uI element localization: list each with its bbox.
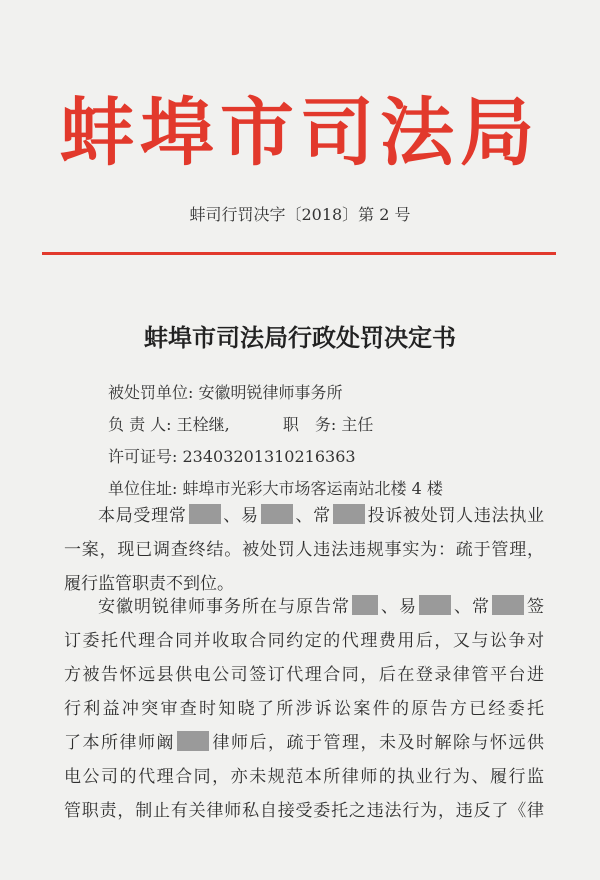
redaction-box — [419, 595, 451, 615]
license-value: 23403201310216363 — [182, 447, 356, 466]
position-value: 主任 — [341, 415, 374, 434]
address-label: 单位住址: — [108, 479, 178, 498]
paragraph-2 — [64, 590, 544, 828]
redaction-box — [333, 504, 365, 524]
license-label: 许可证号: — [108, 447, 178, 466]
field-party — [108, 382, 343, 404]
org-title: 蚌埠市司法局 — [60, 90, 540, 176]
redaction-box — [352, 595, 378, 615]
head-value: 王栓继, — [176, 415, 230, 434]
redaction-box — [177, 731, 209, 751]
field-head — [108, 414, 373, 436]
address-value: 蚌埠市光彩大市场客运南站北楼 4 楼 — [182, 479, 443, 498]
head-label: 负 责 人: — [108, 415, 172, 434]
paragraph-line: 方被告怀远县供电公司签订代理合同，后在登录律管平台进 — [64, 665, 544, 685]
position-label: 职 务: — [282, 415, 337, 434]
text-run: 律师后，疏于管理，未及时解除与怀远供 — [211, 733, 544, 753]
paragraph-line — [64, 590, 544, 624]
paragraph-line — [64, 499, 544, 533]
field-license — [108, 446, 356, 468]
red-divider — [42, 252, 556, 255]
paragraph-line: 订委托代理合同并收取合同约定的代理费用后，又与讼争对 — [64, 631, 544, 651]
field-address — [108, 478, 443, 500]
paragraph-line — [64, 726, 544, 760]
paragraph-1 — [64, 499, 544, 601]
text-run: 、常 — [294, 506, 331, 526]
party-value: 安徽明锐律师事务所 — [198, 383, 343, 402]
redaction-box — [261, 504, 293, 524]
text-run: 、常 — [453, 597, 490, 617]
paragraph-line: 电公司的代理合同，亦未规范本所律师的执业行为、履行监 — [64, 767, 544, 787]
text-run: 投诉被处罚人违法执业 — [366, 506, 545, 526]
text-run: 签 — [526, 597, 544, 617]
redaction-box — [189, 504, 221, 524]
paragraph-line: 管职责，制止有关律师私自接受委托之违法行为，违反了《律 — [64, 801, 544, 821]
paragraph-line: 行利益冲突审查时知晓了所涉诉讼案件的原告方已经委托 — [64, 699, 544, 719]
redaction-box — [492, 595, 524, 615]
text-run: 了本所律师阚 — [64, 733, 175, 753]
text-run: 、易 — [222, 506, 259, 526]
document-title: 蚌埠市司法局行政处罚决定书 — [144, 323, 456, 352]
doc-number: 蚌司行罚决字〔2018〕第 2 号 — [189, 205, 411, 224]
text-run: 本局受理常 — [98, 506, 187, 526]
text-run: 安徽明锐律师事务所在与原告常 — [98, 597, 350, 617]
paragraph-line: 履行监管职责不到位。 — [64, 574, 234, 594]
text-run: 、易 — [380, 597, 417, 617]
party-label: 被处罚单位: — [108, 383, 194, 402]
paragraph-line: 一案，现已调查终结。被处罚人违法违规事实为：疏于管理， — [64, 540, 544, 560]
